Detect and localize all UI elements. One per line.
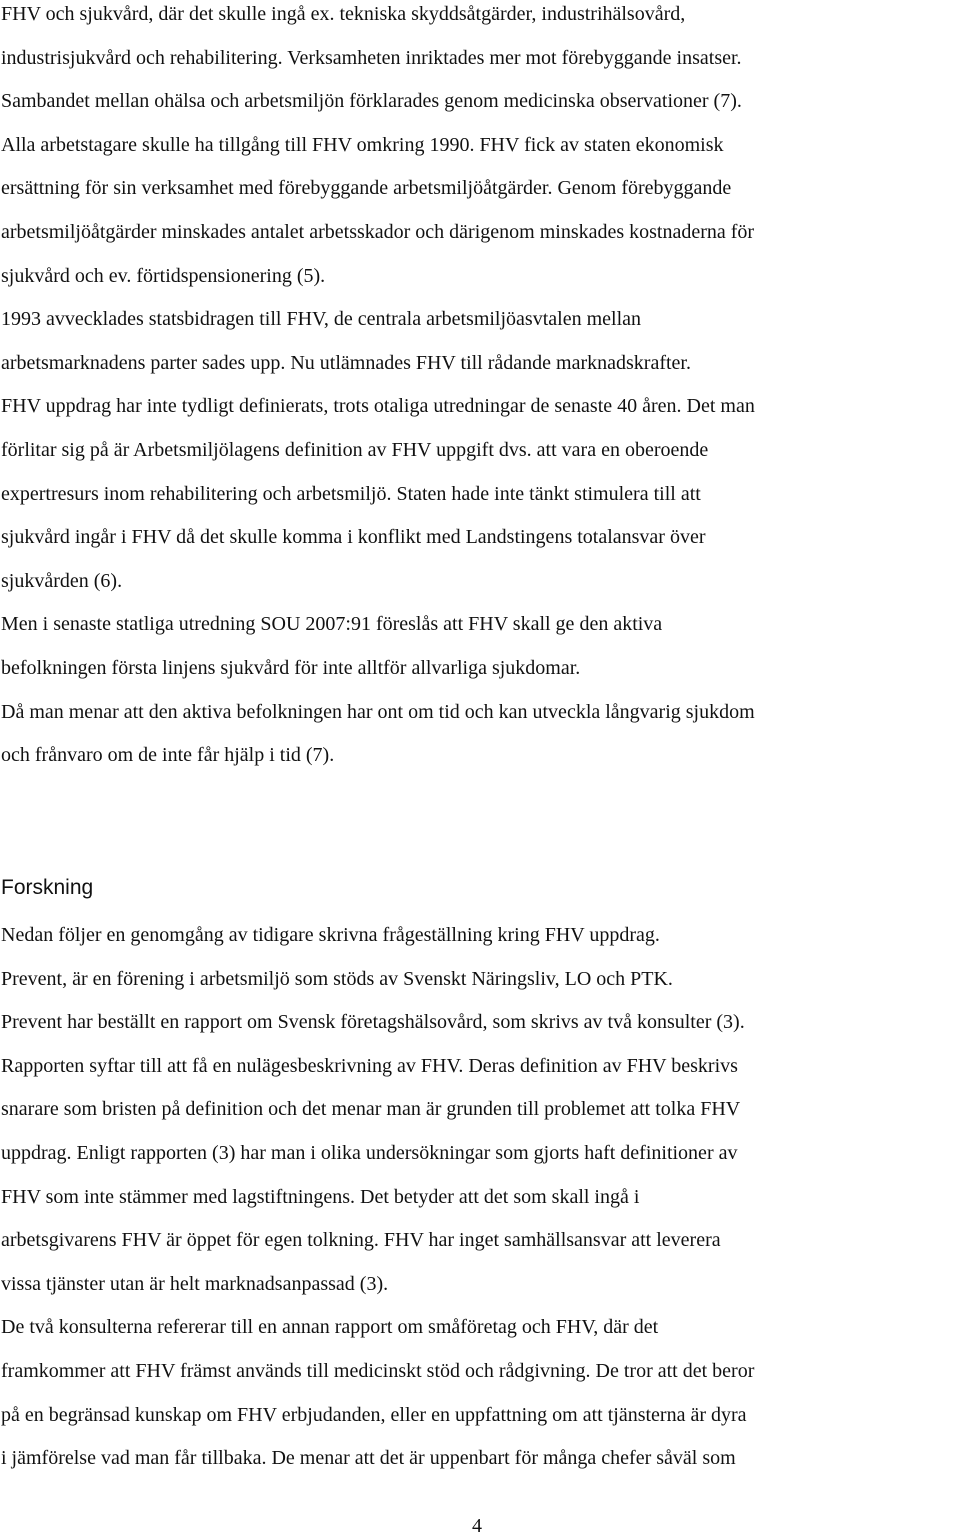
page-number: 4 [472, 1515, 482, 1537]
text-line: sjukvård ingår i FHV då det skulle komma i konflikt med Landstingens totalansvar över [1, 526, 706, 549]
text-line: De två konsulterna refererar till en annan rapport om småföretag och FHV, där det [1, 1316, 659, 1339]
text-line: befolkningen första linjens sjukvård för inte alltför allvarliga sjukdomar. [1, 657, 581, 679]
text-line: vissa tjänster utan är helt marknadsanpassad (3). [1, 1272, 389, 1295]
text-line: på en begränsad kunskap om FHV erbjudanden, eller en uppfattning om att tjänsterna är dyra [1, 1403, 747, 1426]
text-line: arbetsmarknadens parter sades upp. Nu utlämnades FHV till rådande marknadskrafter. [1, 351, 691, 374]
text-line: sjukvården (6). [1, 569, 123, 592]
text-line: Prevent har beställt en rapport om Svensk företagshälsovård, som skrivs av två konsulter (3). [1, 1011, 745, 1034]
text-line: sjukvård och ev. förtidspensionering (5). [1, 264, 326, 287]
text-line: arbetsgivarens FHV är öppet för egen tolkning. FHV har inget samhällsansvar att leverera [1, 1229, 721, 1252]
text-line: 1993 avvecklades statsbidragen till FHV, de centrala arbetsmiljöasvtalen mellan [1, 308, 641, 331]
text-line: expertresurs inom rehabilitering och arbetsmiljö. Staten hade inte tänkt stimulera till att [1, 482, 701, 505]
section-heading: Forskning [1, 876, 94, 899]
text-line: Sambandet mellan ohälsa och arbetsmiljön förklarades genom medicinska observationer (7). [1, 90, 742, 113]
text-line: FHV och sjukvård, där det skulle ingå ex. tekniska skyddsåtgärder, industrihälsovård, [1, 3, 686, 25]
text-line: uppdrag. Enligt rapporten (3) har man i olika undersökningar som gjorts haft definitioner av [1, 1142, 738, 1164]
text-line: Alla arbetstagare skulle ha tillgång till FHV omkring 1990. FHV fick av staten ekonomisk [1, 133, 724, 156]
text-line: Prevent, är en förening i arbetsmiljö som stöds av Svenskt Näringsliv, LO och PTK. [1, 967, 673, 990]
text-line: i jämförelse vad man får tillbaka. De menar att det är uppenbart för många chefer såväl som [1, 1447, 736, 1470]
text-line: FHV som inte stämmer med lagstiftningens. Det betyder att det som skall ingå i [1, 1185, 640, 1208]
text-line: ersättning för sin verksamhet med förebyggande arbetsmiljöåtgärder. Genom förebyggande [1, 177, 732, 200]
text-line: arbetsmiljöåtgärder minskades antalet arbetsskador och därigenom minskades kostnaderna för [1, 221, 755, 243]
text-line: Rapporten syftar till att få en nulägesbeskrivning av FHV. Deras definition av FHV beskrivs [1, 1054, 738, 1077]
text-line: och frånvaro om de inte får hjälp i tid (7). [1, 744, 335, 767]
text-line: snarare som bristen på definition och det menar man är grunden till problemet att tolka FHV [1, 1098, 741, 1121]
text-line: Då man menar att den aktiva befolkningen har ont om tid och kan utveckla långvarig sjukdom [1, 700, 755, 723]
text-line: förlitar sig på är Arbetsmiljölagens definition av FHV uppgift dvs. att vara en oberoende [1, 439, 709, 461]
text-line: framkommer att FHV främst används till medicinskt stöd och rådgivning. De tror att det beror [1, 1360, 755, 1382]
text-line: Men i senaste statliga utredning SOU 2007:91 föreslås att FHV skall ge den aktiva [1, 613, 663, 636]
text-line: FHV uppdrag har inte tydligt definierats, trots otaliga utredningar de senaste 40 åren. Det man [1, 395, 755, 418]
text-line: industrisjukvård och rehabilitering. Verksamheten inriktades mer mot förebyggande insatser. [1, 46, 742, 69]
text-line: Nedan följer en genomgång av tidigare skrivna frågeställning kring FHV uppdrag. [1, 924, 660, 946]
